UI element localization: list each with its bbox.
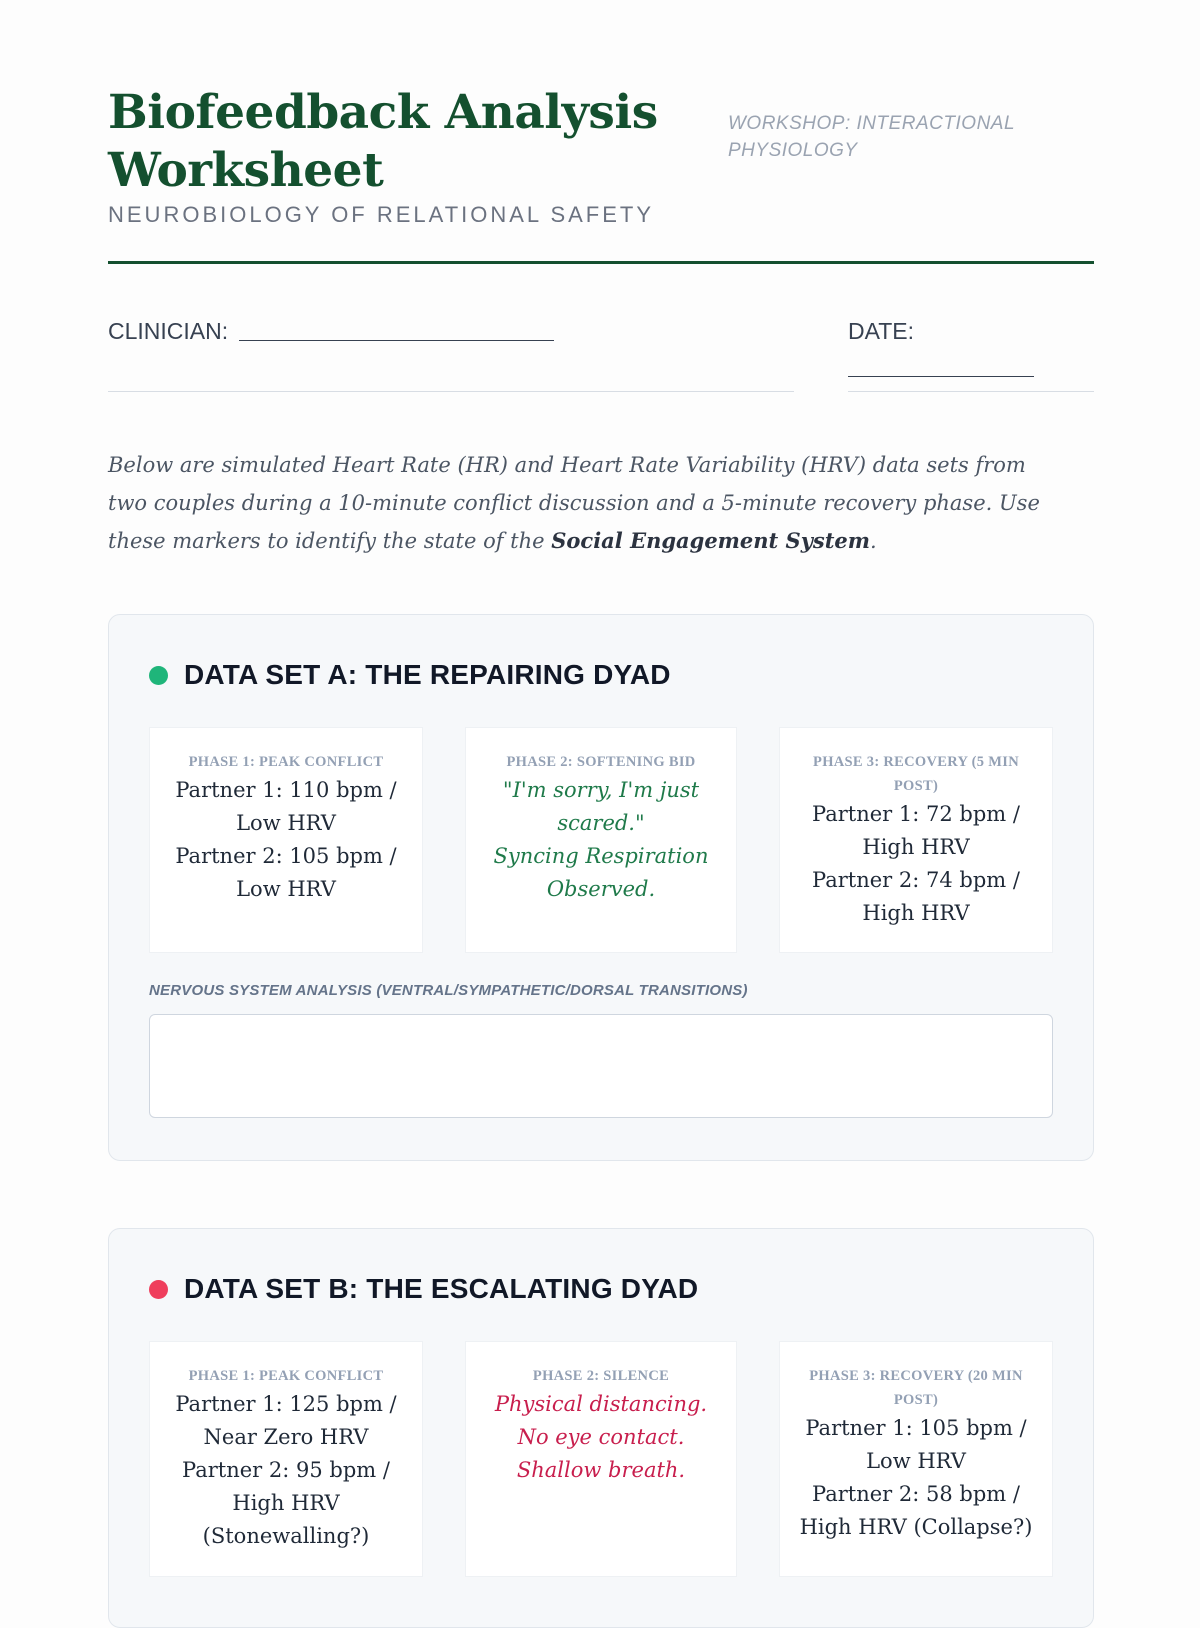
phase-label: PHASE 3: RECOVERY (5 MIN POST) (813, 754, 1019, 794)
phase-card (779, 1341, 1053, 1577)
phase-label: PHASE 2: SILENCE (532, 1368, 670, 1384)
page-title: Biofeedback Analysis Worksheet (108, 85, 658, 198)
phase-line: Partner 2: 58 bpm / (812, 1482, 1020, 1506)
phase-line: Partner 1: 72 bpm / (812, 802, 1020, 826)
phase-line: Partner 2: 95 bpm / (182, 1458, 390, 1482)
header-divider (108, 261, 1094, 264)
dataset-b-title: DATA SET B: THE ESCALATING DYAD (184, 1273, 699, 1304)
phase-label: PHASE 2: SOFTENING BID (506, 754, 696, 770)
phase-line: Partner 1: 125 bpm / (175, 1392, 397, 1416)
phase-line: Low HRV (236, 811, 336, 835)
intro-end: . (870, 529, 877, 553)
phase-line: No eye contact. (517, 1425, 685, 1449)
phase-line: High HRV (862, 835, 970, 859)
dataset-a-header (149, 659, 671, 691)
phase-line: Near Zero HRV (203, 1425, 369, 1449)
phase-label: PHASE 3: RECOVERY (20 MIN POST) (809, 1368, 1023, 1408)
clinician-field[interactable] (108, 318, 554, 345)
phase-line: Shallow breath. (516, 1458, 686, 1482)
phase-line: Partner 2: 74 bpm / (812, 868, 1020, 892)
analysis-label: NERVOUS SYSTEM ANALYSIS (VENTRAL/SYMPATHETIC/DORSAL TRANSITIONS) (149, 982, 748, 999)
dataset-b-card (108, 1228, 1094, 1628)
clinician-label: CLINICIAN: (108, 318, 229, 344)
intro-text: Below are simulated Heart Rate (HR) and Heart Rate Variability (HRV) data sets from two couples during a 10-minute conflict discussion and a 5-minute recovery phase. Use these markers to identify the state of the (108, 453, 1040, 553)
phase-line: Partner 1: 105 bpm / (805, 1416, 1027, 1440)
phase-card (149, 1341, 423, 1577)
phase-card (149, 727, 423, 953)
dataset-b-header (149, 1273, 698, 1305)
clinician-divider (108, 391, 794, 392)
clinician-input[interactable] (239, 318, 554, 341)
workshop-label: WORKSHOP: INTERACTIONAL PHYSIOLOGY (728, 113, 1015, 161)
date-label: DATE: (848, 318, 915, 344)
phase-card (465, 1341, 737, 1577)
phase-label: PHASE 1: PEAK CONFLICT (188, 1368, 384, 1384)
intro-paragraph (108, 446, 1068, 560)
phase-card (465, 727, 737, 953)
analysis-textarea[interactable] (149, 1014, 1053, 1118)
phase-line: Observed. (546, 877, 656, 901)
phase-line: Partner 1: 110 bpm / (175, 778, 397, 802)
status-dot-icon (149, 666, 168, 685)
page-subtitle: NEUROBIOLOGY OF RELATIONAL SAFETY (108, 202, 655, 227)
dataset-a-title: DATA SET A: THE REPAIRING DYAD (184, 659, 671, 690)
phase-line: Low HRV (866, 1449, 966, 1473)
date-field[interactable] (848, 318, 914, 345)
status-dot-icon (149, 1280, 168, 1299)
phase-line: scared." (557, 811, 645, 835)
phase-label: PHASE 1: PEAK CONFLICT (188, 754, 384, 770)
intro-emphasis: Social Engagement System (551, 528, 871, 553)
date-divider (848, 391, 1094, 392)
phase-line: Syncing Respiration (493, 844, 709, 868)
phase-line: "I'm sorry, I'm just (502, 778, 700, 802)
phase-line: High HRV (862, 901, 970, 925)
phase-line: High HRV (232, 1491, 340, 1515)
header (108, 84, 1094, 228)
dataset-a-card (108, 614, 1094, 1161)
date-input[interactable] (848, 354, 1034, 377)
phase-card (779, 727, 1053, 953)
phase-line: Low HRV (236, 877, 336, 901)
phase-line: Partner 2: 105 bpm / (175, 844, 397, 868)
phase-line: High HRV (Collapse?) (799, 1515, 1033, 1539)
phase-line: (Stonewalling?) (202, 1524, 370, 1548)
phase-line: Physical distancing. (494, 1392, 708, 1416)
